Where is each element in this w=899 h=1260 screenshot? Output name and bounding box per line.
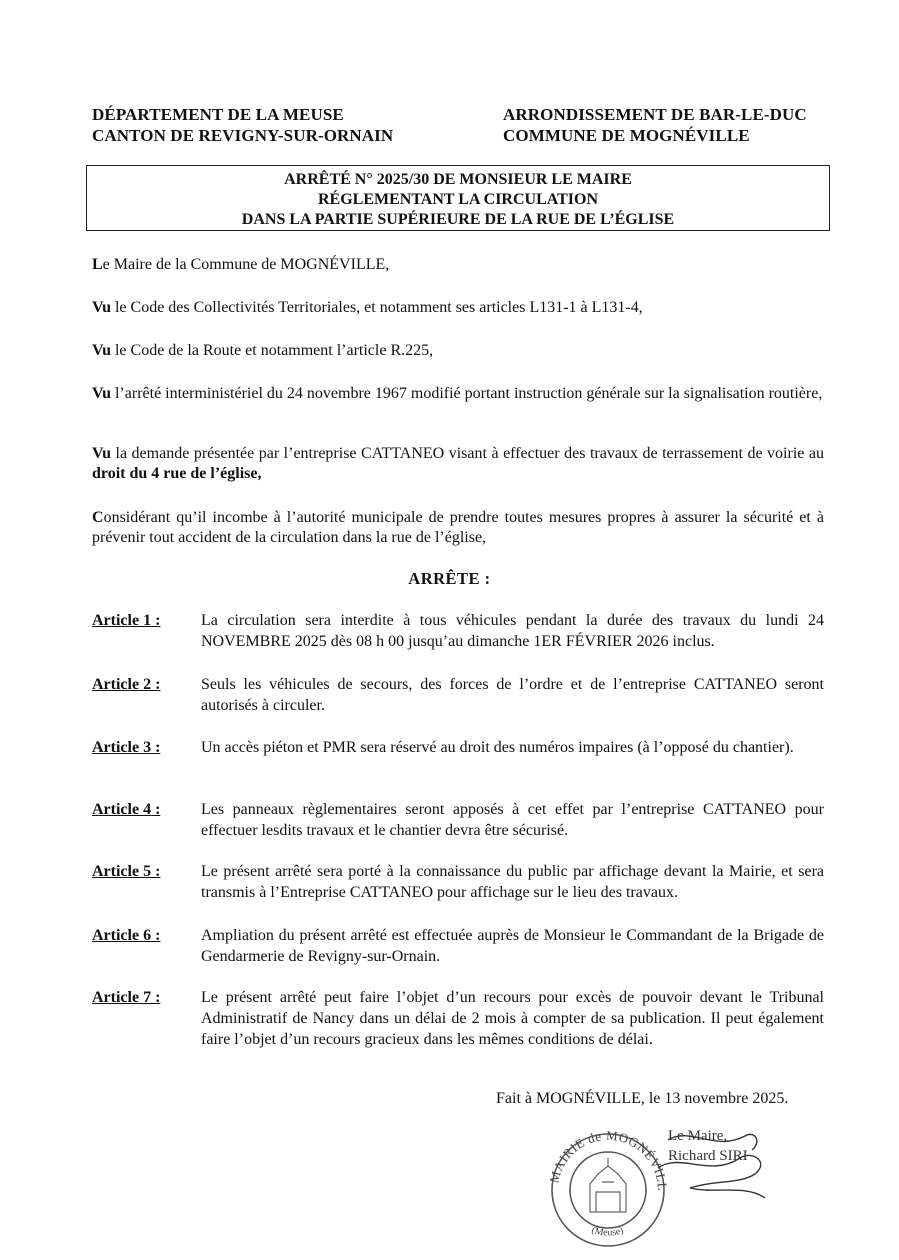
article-1 <box>92 610 824 652</box>
signature-place-date: Fait à MOGNÉVILLE, le 13 novembre 2025. <box>496 1090 789 1107</box>
title-box <box>86 165 830 231</box>
article-6 <box>92 925 824 967</box>
article-text: Un accès piéton et PMR sera réservé au droit des numéros impaires (à l’opposé du chantier). <box>201 739 794 756</box>
article-label: Article 5 : <box>92 863 161 880</box>
stamp-text: MAIRIE de MOGNÉVILL <box>546 1127 671 1192</box>
title-line-2: RÉGLEMENTANT LA CIRCULATION <box>317 191 599 208</box>
svg-text:(Meuse) <box>590 1225 625 1239</box>
article-text: Le présent arrêté peut faire l’objet d’un recours pour excès de pouvoir devant le Tribunal Administratif de Nancy dans un délai de 2 mois à compter de sa publication. Il peut également faire l’objet d’un recours gracieux dans les mêmes conditions de délai. <box>201 989 824 1048</box>
article-5 <box>92 861 824 903</box>
header-right <box>503 104 807 146</box>
article-3 <box>92 737 824 758</box>
canton-line: CANTON DE REVIGNY-SUR-ORNAIN <box>92 126 394 145</box>
arrondissement-line: ARRONDISSEMENT DE BAR-LE-DUC <box>503 105 807 124</box>
signature-name: Richard SIRI <box>668 1148 748 1164</box>
preamble-vu-4: Vu la demande présentée par l’entreprise CATTANEO visant à effectuer des travaux de terrassement de voirie au droit du 4 rue de l’église, <box>92 445 824 482</box>
article-text: La circulation sera interdite à tous véhicules pendant la durée des travaux du lundi 24 NOVEMBRE 2025 dès 08 h 00 jusqu’au dimanche 1ER FÉVRIER 2026 inclus. <box>201 612 824 650</box>
article-text: Seuls les véhicules de secours, des forces de l’ordre et de l’entreprise CATTANEO seront autorisés à circuler. <box>201 676 824 714</box>
department-line: DÉPARTEMENT DE LA MEUSE <box>92 105 344 124</box>
title-line-3: DANS LA PARTIE SUPÉRIEURE DE LA RUE DE L’ÉGLISE <box>241 211 675 228</box>
preamble-vu-1: Vu le Code des Collectivités Territoriales, et notamment ses articles L131-1 à L131-4, <box>92 299 643 316</box>
article-label: Article 1 : <box>92 612 161 629</box>
svg-text:MAIRIE de MOGNÉVILLE <box>540 1122 670 1192</box>
stamp-bottom-text: (Meuse) <box>590 1224 625 1239</box>
preamble-vu-3: Vu l’arrêté interministériel du 24 novembre 1967 modifié portant instruction générale sur la signalisation routière, <box>92 385 823 402</box>
preamble-maire: Le Maire de la Commune de MOGNÉVILLE, <box>92 256 390 273</box>
article-text: Le présent arrêté sera porté à la connaissance du public par affichage devant la Mairie, et sera transmis à l’Entreprise CATTANEO pour affichage sur le lieu des travaux. <box>201 863 824 901</box>
article-7 <box>92 987 824 1050</box>
preamble-considerant: Considérant qu’il incombe à l’autorité municipale de prendre toutes mesures propres à assurer la sécurité et à prévenir tout accident de la circulation dans la rue de l’église, <box>92 509 824 546</box>
article-4 <box>92 799 824 841</box>
title-line-1: ARRÊTÉ N° 2025/30 DE MONSIEUR LE MAIRE <box>284 171 632 188</box>
signature-title: Le Maire, <box>668 1128 728 1144</box>
header-left <box>92 104 393 146</box>
article-2 <box>92 674 824 716</box>
signature-block <box>540 1122 800 1252</box>
article-text: Les panneaux règlementaires seront apposés à cet effet par l’entreprise CATTANEO pour effectuer lesdits travaux et le chantier devra être sécurisé. <box>201 801 824 839</box>
article-label: Article 6 : <box>92 927 161 944</box>
article-label: Article 3 : <box>92 739 161 756</box>
article-label: Article 2 : <box>92 676 161 693</box>
preamble-vu-2: Vu le Code de la Route et notamment l’article R.225, <box>92 342 434 359</box>
article-text: Ampliation du présent arrêté est effectuée auprès de Monsieur le Commandant de la Brigade de Gendarmerie de Revigny-sur-Ornain. <box>201 927 824 965</box>
arrete-heading: ARRÊTE : <box>408 569 491 588</box>
commune-line: COMMUNE DE MOGNÉVILLE <box>503 126 750 145</box>
article-label: Article 7 : <box>92 989 161 1006</box>
article-label: Article 4 : <box>92 801 161 818</box>
